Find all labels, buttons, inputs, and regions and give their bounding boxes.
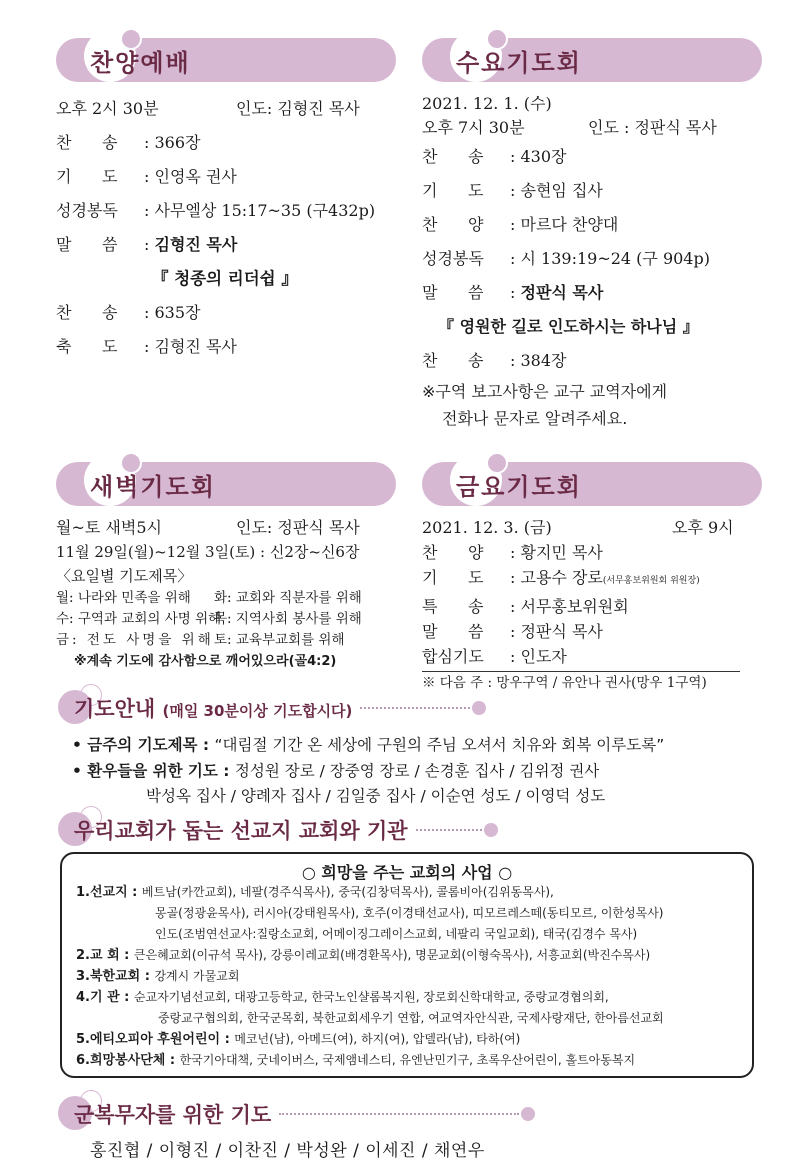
- row-label: 기 도: [422, 568, 484, 587]
- row-value: 송현임 집사: [520, 181, 603, 200]
- row-label: 말 씀: [422, 622, 484, 641]
- mission-row: [62, 987, 752, 1008]
- service-leader: 인도 : 정판식 목사: [588, 118, 717, 137]
- row-value: 고용수 장로: [520, 568, 603, 587]
- section-title: 수요기도회: [456, 49, 582, 77]
- row-value: 366장: [154, 133, 201, 152]
- row-label: 찬 양: [422, 215, 484, 234]
- friday-prayer-section: [422, 462, 762, 694]
- topic-row: [56, 609, 396, 630]
- order-row: 찬 송 : 366장: [56, 126, 396, 160]
- dotted-line: [416, 829, 482, 831]
- title-main: 기도안내: [74, 697, 156, 721]
- order-row: 합심기도 : 인도자: [422, 644, 762, 669]
- row-value: 인도자: [520, 647, 567, 666]
- mission-row: [62, 1029, 752, 1050]
- row-label: 성경봉독: [56, 201, 118, 220]
- friday-prayer-header: [422, 462, 762, 506]
- mission-row: [62, 1050, 752, 1071]
- dawn-prayer-section: [56, 462, 396, 673]
- mission-key: 6.희망봉사단체 :: [76, 1053, 180, 1068]
- bullet-value: “대림절 기간 온 세상에 구원의 주님 오셔서 치유와 회복 이루도록”: [214, 736, 665, 754]
- mission-value: 강계시 가물교회: [154, 969, 240, 983]
- topic-right: 목: 지역사회 봉사를 위해: [214, 611, 362, 627]
- weekly-prayer-topic: [72, 733, 664, 757]
- mission-row: 인도(조범연선교사:질랑소교회, 어메이징그레이스교회, 네팔리 국일교회), 태국(김경수 목사): [155, 927, 638, 941]
- section-title: 군복무자를 위한 기도: [74, 1103, 272, 1127]
- order-row: 찬 송 : 384장: [422, 344, 762, 378]
- dotted-line: [360, 707, 470, 709]
- row-label: 축 도: [56, 337, 118, 356]
- section-title: [74, 693, 352, 723]
- bullet-value: 정성원 장로 / 장중영 장로 / 손경훈 집사 / 김위정 권사: [234, 762, 600, 780]
- row-value: 정판식 목사: [520, 622, 603, 641]
- topic-right: 화: 교회와 직분자를 위해: [214, 590, 362, 606]
- missions-header: [56, 812, 576, 848]
- mission-key: 3.북한교회 :: [76, 969, 155, 984]
- row-value: 황지민 목사: [520, 543, 603, 562]
- prayer-guide-header: [56, 690, 576, 726]
- time-leader-line: [422, 116, 762, 140]
- row-label: 찬 송: [422, 147, 484, 166]
- dawn-prayer-header: [56, 462, 396, 506]
- preacher: 정판식 목사: [520, 283, 604, 302]
- order-row: 찬 송 : 430장: [422, 140, 762, 174]
- sermon-title: 『 영원한 길로 인도하시는 하나님 』: [438, 317, 699, 336]
- mission-key: 2.교 회 :: [76, 948, 134, 963]
- order-row: 찬 양 : 황지민 목사: [422, 540, 762, 565]
- preacher: 김형진 목사: [154, 235, 238, 254]
- district-report-note-cont: 전화나 문자로 알려주세요.: [442, 409, 628, 428]
- row-value: 마르다 찬양대: [520, 215, 619, 234]
- mission-key: 4.기 관 :: [76, 990, 134, 1005]
- order-row: 기 도 : 송현임 집사: [422, 174, 762, 208]
- mission-value: 순교자기념선교회, 대광고등학교, 한국노인샬롬복지원, 장로회신학대학교, 중랑교경협의회,: [133, 990, 609, 1004]
- row-label: 말 씀: [422, 283, 484, 302]
- mission-value: 한국기아대책, 굿네이버스, 국제앰네스티, 유엔난민기구, 초록우산어린이, 홀트아동복지: [179, 1053, 636, 1067]
- row-label: 찬 양: [422, 543, 484, 562]
- topic-left: 수: 구역과 교회의 사명 위해: [56, 611, 222, 627]
- section-title: 찬양예배: [90, 49, 191, 77]
- sermon-title: 『 청종의 리더쉽 』: [152, 269, 298, 288]
- topic-row: [56, 588, 396, 609]
- row-value: 시 139:19~24 (구 904p): [520, 249, 710, 268]
- order-row: 기 도 : 고용수 장로(서무홍보위원회 위원장): [422, 565, 762, 594]
- mission-row: [62, 945, 752, 966]
- mission-key: 5.에티오피아 후원어린이 :: [76, 1032, 235, 1047]
- sunday-worship-header: [56, 38, 396, 82]
- order-row: 말 씀 : 정판식 목사: [422, 276, 762, 310]
- order-row: 찬 송 : 635장: [56, 296, 396, 330]
- topic-row: [56, 630, 396, 651]
- mission-row: [62, 882, 752, 903]
- section-title: 금요기도회: [456, 473, 582, 501]
- order-row: 찬 양 : 마르다 찬양대: [422, 208, 762, 242]
- order-row: 축 도 : 김형진 목사: [56, 330, 396, 364]
- row-label: 성경봉독: [422, 249, 484, 268]
- patients-prayer-cont: 박성옥 집사 / 양례자 집사 / 김일중 집사 / 이순연 성도 / 이영덕 성도: [146, 787, 606, 805]
- patients-prayer: [72, 759, 599, 783]
- row-value: 635장: [154, 303, 201, 322]
- row-label: 특 송: [422, 597, 484, 616]
- service-time: 오후 7시 30분: [422, 118, 525, 137]
- missions-box: [60, 852, 754, 1078]
- row-value: 384장: [520, 351, 567, 370]
- scripture-verse: ※계속 기도에 감사함으로 깨어있으라(골4:2): [74, 654, 337, 669]
- order-row: 기 도 : 인영옥 권사: [56, 160, 396, 194]
- row-label: 기 도: [422, 181, 484, 200]
- dot-decoration: [472, 701, 486, 715]
- row-value: 서무홍보위원회: [520, 597, 629, 616]
- row-label: 말 씀: [56, 235, 118, 254]
- schedule-leader-line: [56, 516, 396, 540]
- row-value: 430장: [520, 147, 567, 166]
- topic-right: 토: 교육부교회를 위해: [214, 632, 345, 648]
- order-row: 말 씀 : 정판식 목사: [422, 619, 762, 644]
- time-leader-line: [56, 92, 396, 126]
- topic-left: 월: 나라와 민족을 위해: [56, 590, 191, 606]
- service-date: 2021. 12. 1. (수): [422, 94, 552, 113]
- order-row: 성경봉독 : 사무엘상 15:17~35 (구432p): [56, 194, 396, 228]
- sunday-worship-section: [56, 38, 396, 364]
- section-title: 새벽기도회: [90, 473, 216, 501]
- mission-value: 큰은혜교회(이규석 목사), 강릉이레교회(배경환목사), 명문교회(이형숙목사), 서흥교회(박진수목사): [133, 948, 651, 962]
- military-prayer-header: [56, 1096, 576, 1132]
- mission-value: 메코넌(남), 아메드(여), 하지(여), 압델라(남), 타하(여): [234, 1032, 521, 1046]
- topics-header: 〈요일별 기도제목〉: [56, 567, 193, 585]
- dot-decoration: [484, 823, 498, 837]
- service-time: 오후 2시 30분: [56, 99, 159, 118]
- row-value: 김형진 목사: [154, 337, 237, 356]
- mission-value: 베트남(카깐교회), 네팔(경주식목사), 중국(김창덕목사), 콜롬비아(김위동목사),: [141, 885, 554, 899]
- row-label: 기 도: [56, 167, 118, 186]
- row-label: 합심기도: [422, 647, 484, 666]
- title-sub: (매일 30분이상 기도합시다): [162, 702, 353, 720]
- row-value: 사무엘상 15:17~35 (구432p): [154, 201, 376, 220]
- reading-range: 11월 29일(월)~12월 3일(토) : 신2장~신6장: [56, 543, 360, 561]
- next-week-note: ※ 다음 주 : 망우구역 / 유안나 권사(망우 1구역): [422, 675, 707, 691]
- mission-row: 몽골(정광윤목사), 러시아(강태원목사), 호주(이경태선교사), 띠모르레스떼(동티모르, 이한성목사): [155, 906, 664, 920]
- service-leader: 인도: 정판식 목사: [236, 518, 360, 537]
- topic-left: 금: 전도 사명을 위해: [56, 632, 214, 648]
- order-row: 특 송 : 서무홍보위원회: [422, 594, 762, 619]
- district-report-note: ※구역 보고사항은 교구 교역자에게: [422, 382, 668, 401]
- service-time: 오후 9시: [672, 518, 734, 537]
- mission-row: 중랑교구협의회, 한국군목회, 북한교회세우기 연합, 여교역자안식관, 국제사랑재단, 한아름선교회: [158, 1011, 664, 1025]
- row-label: 찬 송: [56, 133, 118, 152]
- dotted-line: [279, 1113, 519, 1115]
- mission-key: 1.선교지 :: [76, 885, 142, 900]
- row-value: 인영옥 권사: [154, 167, 237, 186]
- bullet-key: • 금주의 기도제목 :: [72, 736, 215, 754]
- service-leader: 인도: 김형진 목사: [236, 99, 360, 118]
- box-title: ○ 희망을 주는 교회의 사업 ○: [301, 863, 513, 882]
- service-date: 2021. 12. 3. (금): [422, 518, 552, 537]
- military-names: 홍진협 / 이형진 / 이찬진 / 박성완 / 이세진 / 채연우: [90, 1141, 485, 1161]
- row-label: 찬 송: [56, 303, 118, 322]
- row-label: 찬 송: [422, 351, 484, 370]
- wednesday-prayer-header: [422, 38, 762, 82]
- order-row: 말 씀 : 김형진 목사: [56, 228, 396, 262]
- date-time-line: [422, 516, 762, 540]
- row-note: (서무홍보위원회 위원장): [602, 576, 700, 586]
- order-row: 성경봉독 : 시 139:19~24 (구 904p): [422, 242, 762, 276]
- section-title: 우리교회가 돕는 선교지 교회와 기관: [74, 819, 408, 843]
- bullet-key: • 환우들을 위한 기도 :: [72, 762, 235, 780]
- service-time: 월~토 새벽5시: [56, 518, 162, 537]
- wednesday-prayer-section: [422, 38, 762, 432]
- dot-decoration: [521, 1107, 535, 1121]
- mission-row: [62, 966, 752, 987]
